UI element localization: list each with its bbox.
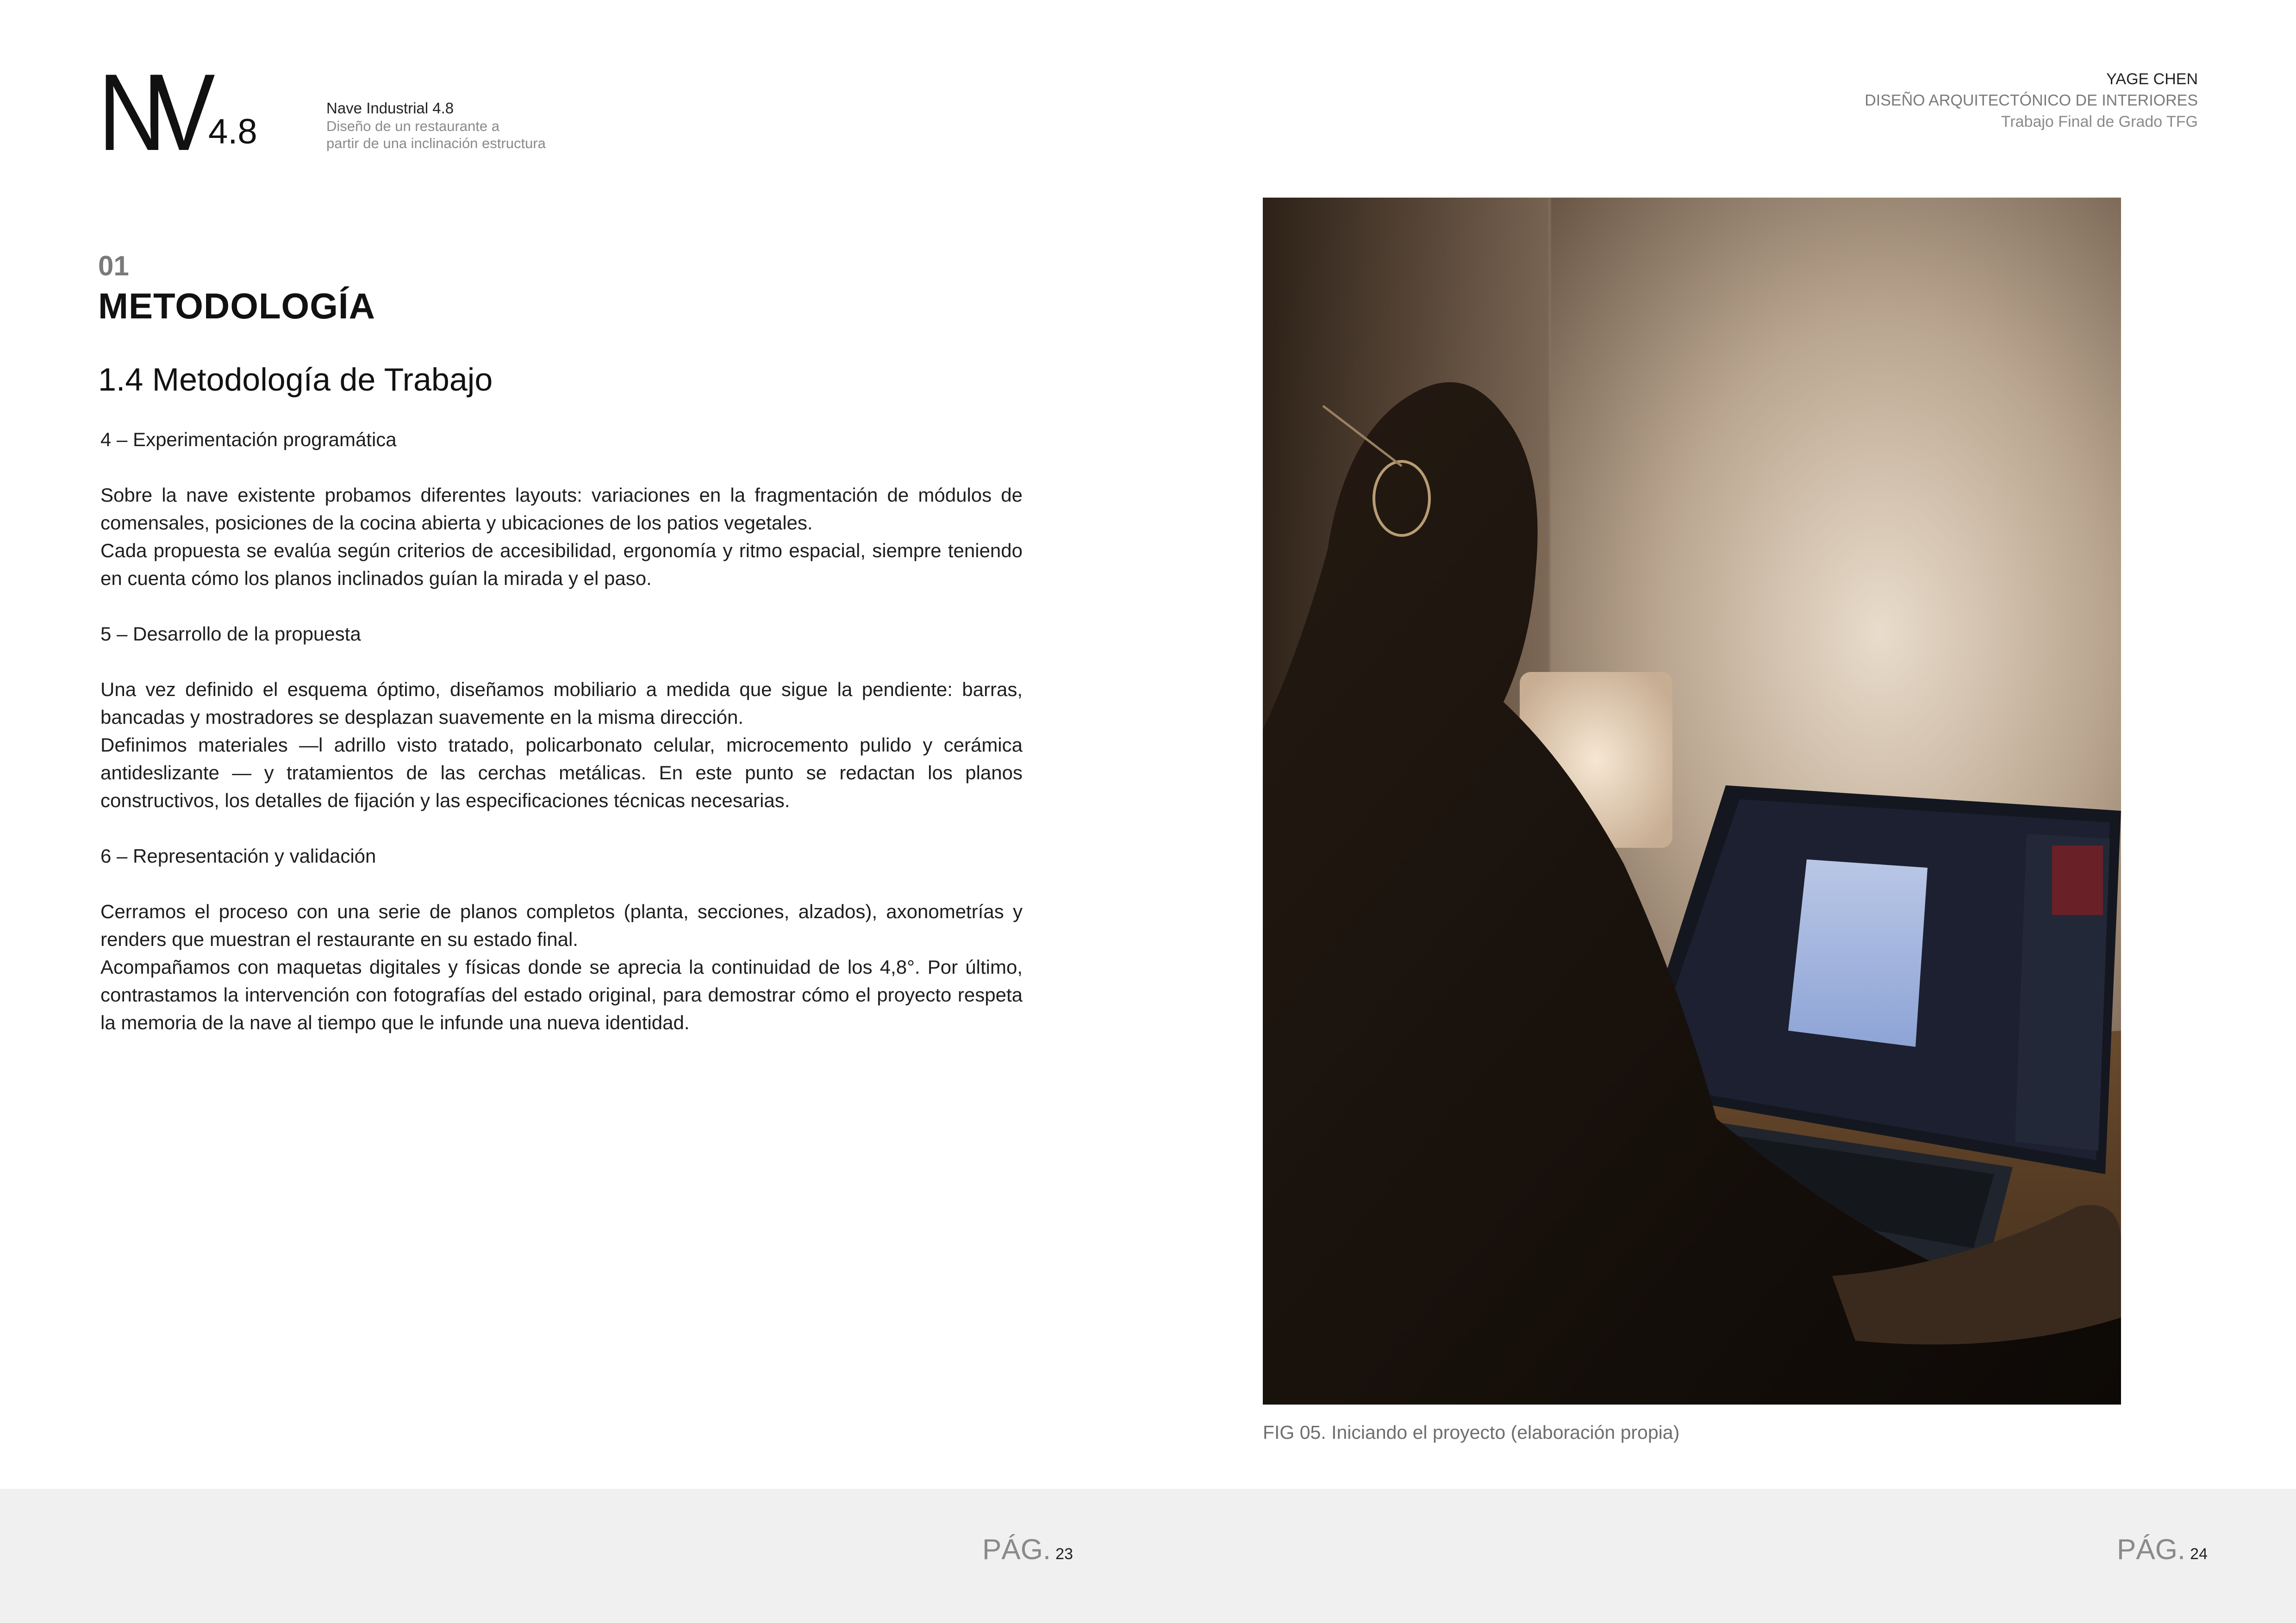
author-name: YAGE CHEN [2106,70,2198,88]
project-info [326,99,623,152]
project-description-line-2: partir de una inclinación estructura [326,135,546,151]
footer [0,1489,2296,1623]
project-description-line-1: Diseño de un restaurante a [326,118,499,134]
page-number-left [982,1531,1073,1573]
figure-caption: FIG 05. Iniciando el proyecto (elaboración propia) [1263,1422,1680,1443]
page-number: 23 [1055,1545,1073,1563]
author-work-type: Trabajo Final de Grado TFG [2001,113,2198,131]
page-number-right [2117,1531,2208,1573]
step-4-heading: 4 – Experimentación programática [100,429,397,450]
author-info [1865,68,2198,132]
step-4-paragraph-2: Cada propuesta se evalúa según criterios de accesibilidad, ergonomía y ritmo espacial, siempre teniendo en cuenta cómo los planos inclinados guían la mirada y el paso. [100,540,1023,589]
author-degree: DISEÑO ARQUITECTÓNICO DE INTERIORES [1865,92,2198,109]
step-5-paragraph-1: Una vez definido el esquema óptimo, diseñamos mobiliario a medida que sigue la pendiente: barras, bancadas y mostradores se desplazan suavemente en la misma dirección. [100,678,1023,728]
project-title: Nave Industrial 4.8 [326,99,454,117]
step-4-paragraph-1: Sobre la nave existente probamos diferentes layouts: variaciones en la fragmentación de módulos de comensales, posiciones de la cocina abierta y ubicaciones de los patios vegetales. [100,484,1023,534]
page-prefix: PÁG. [982,1534,1051,1566]
page-prefix: PÁG. [2117,1534,2186,1566]
step-5-paragraph-2: Definimos materiales —l adrillo visto tratado, policarbonato celular, microcemento pulido y cerámica antideslizante — y tratamientos de las cerchas metálicas. En este punto se redactan los planos constructivos, los detalles de fijación y las especificaciones técnicas necesarias. [100,734,1023,811]
page-number: 24 [2190,1545,2208,1563]
logo-mark: NV [98,51,202,174]
subsection-title: 1.4 Metodología de Trabajo [98,361,493,398]
figure-photo [1263,198,2121,1405]
logo [98,51,265,174]
section-number: 01 [98,250,129,281]
step-6-paragraph-1: Cerramos el proceso con una serie de planos completos (planta, secciones, alzados), axonometrías y renders que muestran el restaurante en su estado final. [100,901,1023,950]
section-title: METODOLOGÍA [98,286,375,326]
logo-version: 4.8 [208,112,257,151]
step-6-paragraph-2: Acompañamos con maquetas digitales y físicas donde se aprecia la continuidad de los 4,8°. Por último, contrastamos la intervención con fotografías del estado original, para demostrar cómo el proyecto respeta la memoria de la nave al tiempo que le infunde una nueva identidad. [100,956,1023,1033]
step-5-heading: 5 – Desarrollo de la propuesta [100,623,361,645]
body-text [100,426,1023,1037]
step-6-heading: 6 – Representación y validación [100,845,376,867]
